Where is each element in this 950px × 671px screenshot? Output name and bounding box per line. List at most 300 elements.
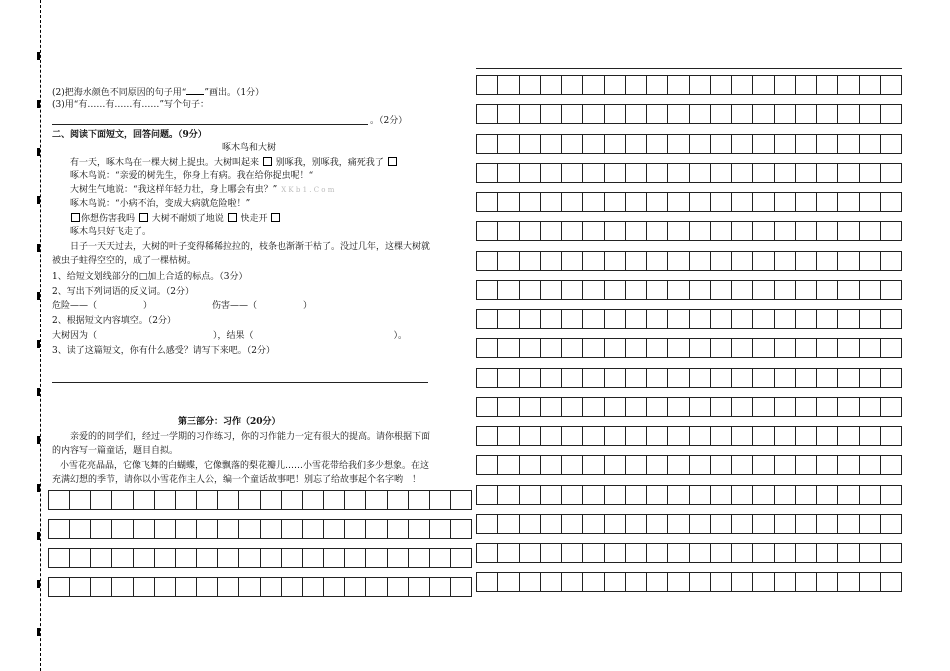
grid-cell[interactable] [860, 369, 881, 387]
grid-cell[interactable] [451, 578, 471, 596]
grid-cell[interactable] [881, 193, 901, 211]
grid-cell[interactable] [605, 544, 626, 562]
grid-cell[interactable] [562, 573, 583, 591]
grid-cell[interactable] [388, 491, 409, 509]
grid-cell[interactable] [218, 549, 239, 567]
grid-cell[interactable] [541, 310, 562, 328]
grid-cell[interactable] [838, 281, 859, 299]
grid-cell[interactable] [732, 310, 753, 328]
grid-cell[interactable] [732, 573, 753, 591]
grid-cell[interactable] [775, 164, 796, 182]
grid-cell[interactable] [881, 456, 901, 474]
grid-cell[interactable] [605, 252, 626, 270]
grid-cell[interactable] [838, 193, 859, 211]
grid-cell[interactable] [690, 573, 711, 591]
grid-cell[interactable] [562, 310, 583, 328]
grid-cell[interactable] [647, 339, 668, 357]
grid-cell[interactable] [583, 456, 604, 474]
grid-cell[interactable] [583, 105, 604, 123]
grid-cell[interactable] [520, 135, 541, 153]
grid-cell[interactable] [732, 164, 753, 182]
grid-cell[interactable] [690, 252, 711, 270]
grid-cell[interactable] [647, 76, 668, 94]
grid-cell[interactable] [498, 281, 519, 299]
grid-cell[interactable] [881, 252, 901, 270]
grid-cell[interactable] [155, 578, 176, 596]
grid-cell[interactable] [345, 520, 366, 538]
grid-cell[interactable] [409, 549, 430, 567]
grid-cell[interactable] [732, 427, 753, 445]
grid-cell[interactable] [498, 456, 519, 474]
grid-cell[interactable] [541, 193, 562, 211]
grid-cell[interactable] [626, 164, 647, 182]
grid-cell[interactable] [668, 573, 689, 591]
grid-cell[interactable] [626, 427, 647, 445]
grid-cell[interactable] [261, 491, 282, 509]
grid-cell[interactable] [647, 164, 668, 182]
grid-cell[interactable] [239, 578, 260, 596]
grid-cell[interactable] [668, 544, 689, 562]
grid-cell[interactable] [605, 573, 626, 591]
grid-cell[interactable] [562, 105, 583, 123]
grid-cell[interactable] [388, 549, 409, 567]
grid-cell[interactable] [477, 486, 498, 504]
grid-cell[interactable] [134, 491, 155, 509]
grid-cell[interactable] [817, 193, 838, 211]
grid-cell[interactable] [520, 339, 541, 357]
grid-cell[interactable] [796, 369, 817, 387]
grid-cell[interactable] [838, 515, 859, 533]
grid-cell[interactable] [626, 193, 647, 211]
grid-cell[interactable] [881, 427, 901, 445]
grid-cell[interactable] [605, 515, 626, 533]
grid-cell[interactable] [775, 544, 796, 562]
grid-cell[interactable] [668, 369, 689, 387]
grid-cell[interactable] [520, 310, 541, 328]
grid-cell[interactable] [261, 520, 282, 538]
grid-cell[interactable] [261, 578, 282, 596]
grid-cell[interactable] [498, 310, 519, 328]
grid-cell[interactable] [711, 222, 732, 240]
grid-cell[interactable] [796, 222, 817, 240]
grid-cell[interactable] [605, 339, 626, 357]
grid-cell[interactable] [282, 549, 303, 567]
grid-cell[interactable] [860, 573, 881, 591]
grid-cell[interactable] [477, 456, 498, 474]
grid-cell[interactable] [366, 549, 387, 567]
grid-cell[interactable] [838, 135, 859, 153]
grid-cell[interactable] [647, 252, 668, 270]
grid-cell[interactable] [711, 281, 732, 299]
grid-cell[interactable] [239, 520, 260, 538]
grid-cell[interactable] [541, 105, 562, 123]
grid-cell[interactable] [562, 486, 583, 504]
grid-cell[interactable] [775, 76, 796, 94]
grid-cell[interactable] [775, 135, 796, 153]
grid-cell[interactable] [881, 76, 901, 94]
grid-cell[interactable] [626, 76, 647, 94]
grid-cell[interactable] [239, 491, 260, 509]
grid-cell[interactable] [562, 252, 583, 270]
grid-cell[interactable] [583, 135, 604, 153]
grid-cell[interactable] [562, 193, 583, 211]
grid-cell[interactable] [817, 544, 838, 562]
grid-cell[interactable] [753, 339, 774, 357]
grid-cell[interactable] [583, 76, 604, 94]
grid-cell[interactable] [881, 281, 901, 299]
grid-cell[interactable] [881, 544, 901, 562]
grid-cell[interactable] [796, 486, 817, 504]
grid-cell[interactable] [520, 193, 541, 211]
grid-cell[interactable] [430, 578, 451, 596]
grid-cell[interactable] [690, 427, 711, 445]
grid-cell[interactable] [753, 310, 774, 328]
grid-cell[interactable] [838, 310, 859, 328]
grid-cell[interactable] [70, 578, 91, 596]
grid-cell[interactable] [562, 339, 583, 357]
grid-cell[interactable] [477, 515, 498, 533]
grid-cell[interactable] [647, 456, 668, 474]
grid-cell[interactable] [838, 76, 859, 94]
grid-cell[interactable] [753, 573, 774, 591]
grid-cell[interactable] [817, 105, 838, 123]
grid-cell[interactable] [176, 549, 197, 567]
grid-cell[interactable] [753, 252, 774, 270]
grid-cell[interactable] [860, 456, 881, 474]
grid-cell[interactable] [477, 310, 498, 328]
grid-cell[interactable] [498, 515, 519, 533]
grid-cell[interactable] [668, 222, 689, 240]
grid-cell[interactable] [70, 491, 91, 509]
grid-cell[interactable] [626, 222, 647, 240]
grid-cell[interactable] [324, 520, 345, 538]
grid-cell[interactable] [881, 105, 901, 123]
grid-cell[interactable] [562, 456, 583, 474]
grid-cell[interactable] [70, 520, 91, 538]
grid-cell[interactable] [605, 222, 626, 240]
grid-cell[interactable] [520, 573, 541, 591]
grid-cell[interactable] [753, 135, 774, 153]
grid-cell[interactable] [498, 193, 519, 211]
grid-cell[interactable] [498, 427, 519, 445]
grid-cell[interactable] [817, 339, 838, 357]
grid-cell[interactable] [860, 76, 881, 94]
grid-cell[interactable] [796, 398, 817, 416]
grid-cell[interactable] [626, 544, 647, 562]
grid-cell[interactable] [605, 164, 626, 182]
grid-cell[interactable] [668, 398, 689, 416]
grid-cell[interactable] [388, 520, 409, 538]
grid-cell[interactable] [732, 252, 753, 270]
grid-cell[interactable] [796, 310, 817, 328]
grid-cell[interactable] [796, 427, 817, 445]
grid-cell[interactable] [690, 339, 711, 357]
grid-cell[interactable] [477, 427, 498, 445]
grid-cell[interactable] [838, 398, 859, 416]
grid-cell[interactable] [881, 339, 901, 357]
grid-cell[interactable] [541, 544, 562, 562]
grid-cell[interactable] [324, 549, 345, 567]
grid-cell[interactable] [520, 369, 541, 387]
grid-cell[interactable] [881, 573, 901, 591]
grid-cell[interactable] [817, 573, 838, 591]
grid-cell[interactable] [838, 369, 859, 387]
grid-cell[interactable] [605, 310, 626, 328]
grid-cell[interactable] [541, 515, 562, 533]
grid-cell[interactable] [541, 573, 562, 591]
grid-cell[interactable] [155, 520, 176, 538]
grid-cell[interactable] [303, 578, 324, 596]
grid-cell[interactable] [796, 252, 817, 270]
grid-cell[interactable] [817, 76, 838, 94]
grid-cell[interactable] [838, 486, 859, 504]
grid-cell[interactable] [647, 310, 668, 328]
grid-cell[interactable] [711, 135, 732, 153]
grid-cell[interactable] [562, 398, 583, 416]
grid-cell[interactable] [197, 520, 218, 538]
grid-cell[interactable] [860, 339, 881, 357]
grid-cell[interactable] [409, 520, 430, 538]
grid-cell[interactable] [605, 281, 626, 299]
grid-cell[interactable] [753, 76, 774, 94]
grid-cell[interactable] [775, 486, 796, 504]
grid-cell[interactable] [860, 486, 881, 504]
grid-cell[interactable] [881, 515, 901, 533]
grid-cell[interactable] [732, 222, 753, 240]
grid-cell[interactable] [176, 491, 197, 509]
grid-cell[interactable] [732, 515, 753, 533]
grid-cell[interactable] [796, 544, 817, 562]
grid-cell[interactable] [796, 105, 817, 123]
grid-cell[interactable] [753, 193, 774, 211]
grid-cell[interactable] [817, 164, 838, 182]
grid-cell[interactable] [605, 398, 626, 416]
grid-cell[interactable] [430, 491, 451, 509]
grid-cell[interactable] [583, 252, 604, 270]
grid-cell[interactable] [583, 427, 604, 445]
grid-cell[interactable] [753, 164, 774, 182]
grid-cell[interactable] [690, 369, 711, 387]
grid-cell[interactable] [520, 544, 541, 562]
grid-cell[interactable] [817, 281, 838, 299]
grid-cell[interactable] [860, 310, 881, 328]
grid-cell[interactable] [520, 456, 541, 474]
grid-cell[interactable] [498, 339, 519, 357]
grid-cell[interactable] [647, 193, 668, 211]
grid-cell[interactable] [430, 549, 451, 567]
grid-cell[interactable] [430, 520, 451, 538]
grid-cell[interactable] [239, 549, 260, 567]
grid-cell[interactable] [817, 310, 838, 328]
grid-cell[interactable] [711, 193, 732, 211]
grid-cell[interactable] [838, 427, 859, 445]
grid-cell[interactable] [732, 105, 753, 123]
grid-cell[interactable] [732, 486, 753, 504]
grid-cell[interactable] [218, 520, 239, 538]
grid-cell[interactable] [345, 491, 366, 509]
grid-cell[interactable] [134, 520, 155, 538]
grid-cell[interactable] [477, 398, 498, 416]
grid-cell[interactable] [605, 427, 626, 445]
grid-cell[interactable] [562, 222, 583, 240]
grid-cell[interactable] [775, 193, 796, 211]
grid-cell[interactable] [626, 398, 647, 416]
grid-cell[interactable] [626, 456, 647, 474]
grid-cell[interactable] [583, 486, 604, 504]
grid-cell[interactable] [626, 515, 647, 533]
grid-cell[interactable] [690, 310, 711, 328]
grid-cell[interactable] [775, 456, 796, 474]
grid-cell[interactable] [711, 427, 732, 445]
grid-cell[interactable] [711, 398, 732, 416]
grid-cell[interactable] [477, 193, 498, 211]
grid-cell[interactable] [796, 281, 817, 299]
grid-cell[interactable] [218, 578, 239, 596]
grid-cell[interactable] [626, 573, 647, 591]
grid-cell[interactable] [324, 578, 345, 596]
grid-cell[interactable] [520, 222, 541, 240]
grid-cell[interactable] [541, 252, 562, 270]
grid-cell[interactable] [303, 491, 324, 509]
grid-cell[interactable] [541, 164, 562, 182]
grid-cell[interactable] [775, 573, 796, 591]
grid-cell[interactable] [668, 427, 689, 445]
grid-cell[interactable] [753, 369, 774, 387]
grid-cell[interactable] [817, 252, 838, 270]
grid-cell[interactable] [498, 398, 519, 416]
grid-cell[interactable] [520, 486, 541, 504]
grid-cell[interactable] [605, 135, 626, 153]
grid-cell[interactable] [197, 578, 218, 596]
grid-cell[interactable] [451, 520, 471, 538]
grid-cell[interactable] [498, 222, 519, 240]
grid-cell[interactable] [711, 544, 732, 562]
grid-cell[interactable] [176, 578, 197, 596]
grid-cell[interactable] [477, 544, 498, 562]
grid-cell[interactable] [817, 222, 838, 240]
grid-cell[interactable] [605, 456, 626, 474]
grid-cell[interactable] [817, 427, 838, 445]
grid-cell[interactable] [477, 252, 498, 270]
grid-cell[interactable] [541, 135, 562, 153]
grid-cell[interactable] [583, 573, 604, 591]
grid-cell[interactable] [112, 520, 133, 538]
grid-cell[interactable] [711, 339, 732, 357]
grid-cell[interactable] [626, 252, 647, 270]
grid-cell[interactable] [626, 486, 647, 504]
grid-cell[interactable] [477, 573, 498, 591]
grid-cell[interactable] [626, 369, 647, 387]
grid-cell[interactable] [409, 491, 430, 509]
grid-cell[interactable] [134, 549, 155, 567]
grid-cell[interactable] [605, 76, 626, 94]
grid-cell[interactable] [732, 281, 753, 299]
grid-cell[interactable] [498, 252, 519, 270]
grid-cell[interactable] [881, 222, 901, 240]
grid-cell[interactable] [583, 398, 604, 416]
grid-cell[interactable] [477, 76, 498, 94]
grid-cell[interactable] [690, 164, 711, 182]
grid-cell[interactable] [134, 578, 155, 596]
grid-cell[interactable] [583, 281, 604, 299]
grid-cell[interactable] [732, 456, 753, 474]
grid-cell[interactable] [690, 398, 711, 416]
grid-cell[interactable] [562, 544, 583, 562]
grid-cell[interactable] [690, 76, 711, 94]
grid-cell[interactable] [388, 578, 409, 596]
grid-cell[interactable] [838, 222, 859, 240]
grid-cell[interactable] [562, 164, 583, 182]
grid-cell[interactable] [91, 520, 112, 538]
grid-cell[interactable] [112, 578, 133, 596]
grid-cell[interactable] [817, 398, 838, 416]
grid-cell[interactable] [860, 252, 881, 270]
grid-cell[interactable] [796, 456, 817, 474]
grid-cell[interactable] [112, 549, 133, 567]
grid-cell[interactable] [732, 135, 753, 153]
grid-cell[interactable] [732, 193, 753, 211]
grid-cell[interactable] [626, 281, 647, 299]
grid-cell[interactable] [881, 486, 901, 504]
grid-cell[interactable] [860, 427, 881, 445]
grid-cell[interactable] [647, 573, 668, 591]
grid-cell[interactable] [668, 164, 689, 182]
grid-cell[interactable] [732, 339, 753, 357]
grid-cell[interactable] [711, 310, 732, 328]
grid-cell[interactable] [817, 486, 838, 504]
grid-cell[interactable] [838, 544, 859, 562]
grid-cell[interactable] [711, 252, 732, 270]
grid-cell[interactable] [282, 520, 303, 538]
grid-cell[interactable] [477, 222, 498, 240]
grid-cell[interactable] [583, 339, 604, 357]
grid-cell[interactable] [817, 515, 838, 533]
grid-cell[interactable] [626, 135, 647, 153]
grid-cell[interactable] [647, 515, 668, 533]
grid-cell[interactable] [626, 310, 647, 328]
grid-cell[interactable] [647, 427, 668, 445]
grid-cell[interactable] [155, 491, 176, 509]
grid-cell[interactable] [668, 310, 689, 328]
grid-cell[interactable] [366, 520, 387, 538]
grid-cell[interactable] [881, 164, 901, 182]
grid-cell[interactable] [605, 193, 626, 211]
grid-cell[interactable] [775, 105, 796, 123]
grid-cell[interactable] [498, 369, 519, 387]
grid-cell[interactable] [881, 310, 901, 328]
grid-cell[interactable] [711, 164, 732, 182]
grid-cell[interactable] [605, 486, 626, 504]
grid-cell[interactable] [753, 105, 774, 123]
grid-cell[interactable] [668, 193, 689, 211]
grid-cell[interactable] [583, 164, 604, 182]
grid-cell[interactable] [838, 164, 859, 182]
grid-cell[interactable] [626, 105, 647, 123]
grid-cell[interactable] [860, 222, 881, 240]
grid-cell[interactable] [668, 252, 689, 270]
grid-cell[interactable] [796, 515, 817, 533]
grid-cell[interactable] [409, 578, 430, 596]
grid-cell[interactable] [477, 105, 498, 123]
grid-cell[interactable] [541, 398, 562, 416]
grid-cell[interactable] [498, 544, 519, 562]
grid-cell[interactable] [451, 549, 471, 567]
grid-cell[interactable] [197, 491, 218, 509]
grid-cell[interactable] [112, 491, 133, 509]
grid-cell[interactable] [838, 252, 859, 270]
grid-cell[interactable] [520, 427, 541, 445]
grid-cell[interactable] [562, 427, 583, 445]
